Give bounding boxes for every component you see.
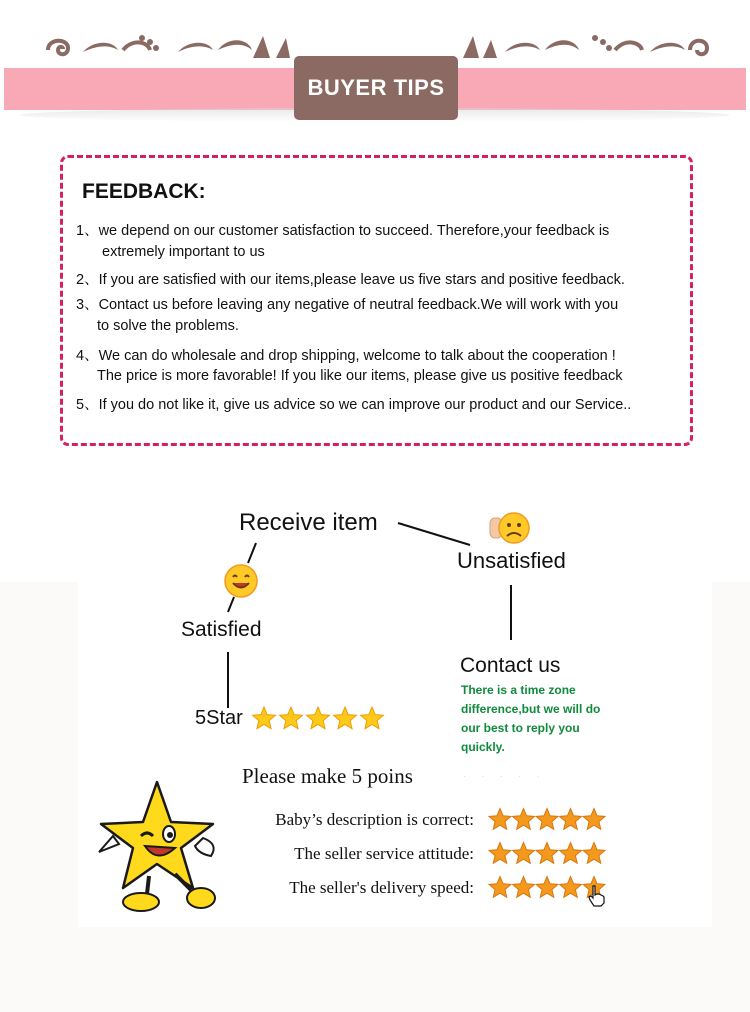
- sad-face-icon: [488, 512, 532, 546]
- star-icon: [513, 877, 535, 898]
- star-icon: [361, 707, 384, 729]
- contact-note: There is a time zone difference,but we will do our best to reply you quickly.: [461, 683, 601, 754]
- receive-item-label: Receive item: [239, 509, 378, 536]
- feedback-line-4: 4、We can do wholesale and drop shipping, welcome to talk about the cooperation !: [76, 348, 616, 364]
- star-icon: [334, 707, 357, 729]
- unsatisfied-label: Unsatisfied: [457, 548, 566, 573]
- pointer-hand-icon: [587, 884, 607, 908]
- feedback-line-5: 5、If you do not like it, give us advice so we can improve our product and our Service..: [76, 397, 632, 413]
- feedback-title: FEEDBACK:: [82, 180, 206, 203]
- feedback-line-4b: The price is more favorable! If you like our items, please give us positive feedback: [97, 368, 623, 384]
- star-icon: [583, 809, 605, 830]
- star-icon: [536, 877, 558, 898]
- star-icon: [560, 809, 582, 830]
- star-icon: [513, 843, 535, 864]
- connector-smiley-satisfied: [228, 597, 234, 612]
- contact-us-label: Contact us: [460, 654, 561, 677]
- feedback-line-1: 1、we depend on our customer satisfaction to succeed. Therefore,your feedback is: [76, 223, 610, 239]
- feedback-line-3: 3、Contact us before leaving any negative of neutral feedback.We will work with you: [76, 297, 619, 313]
- happy-face-icon: [224, 564, 258, 598]
- faint-stars-decoration: ·····: [463, 771, 555, 782]
- star-icon: [513, 809, 535, 830]
- feedback-line-1b: extremely important to us: [102, 244, 265, 260]
- five-star-icons: [252, 707, 392, 731]
- satisfied-label: Satisfied: [181, 618, 262, 641]
- star-icon: [253, 707, 276, 729]
- feedback-line-3b: to solve the problems.: [97, 318, 239, 334]
- star-icon: [560, 843, 582, 864]
- five-star-rating: [252, 707, 392, 731]
- rating-stars-description[interactable]: [488, 808, 608, 832]
- star-icon: [280, 707, 303, 729]
- rating-label-delivery: The seller's delivery speed:: [289, 878, 474, 897]
- star-icon: [583, 843, 605, 864]
- star-icon: [307, 707, 330, 729]
- star-icon: [489, 843, 511, 864]
- star-icon: [489, 809, 511, 830]
- star-icon: [536, 809, 558, 830]
- rating-stars-service[interactable]: [488, 842, 608, 866]
- feedback-line-2: 2、If you are satisfied with our items,please leave us five stars and positive feedback.: [76, 272, 625, 288]
- buyer-tips-badge: BUYER TIPS: [294, 56, 458, 120]
- connector-receive-smiley: [248, 543, 256, 563]
- star-icon: [560, 877, 582, 898]
- rating-label-description: Baby’s description is correct:: [275, 810, 474, 829]
- rating-heading: Please make 5 poins: [242, 764, 413, 788]
- five-star-label: 5Star: [195, 707, 243, 729]
- rating-label-service: The seller service attitude:: [294, 844, 474, 863]
- star-mascot: [95, 778, 225, 918]
- star-icon: [536, 843, 558, 864]
- connector-receive-unsatisfied: [398, 523, 470, 545]
- star-icon: [489, 877, 511, 898]
